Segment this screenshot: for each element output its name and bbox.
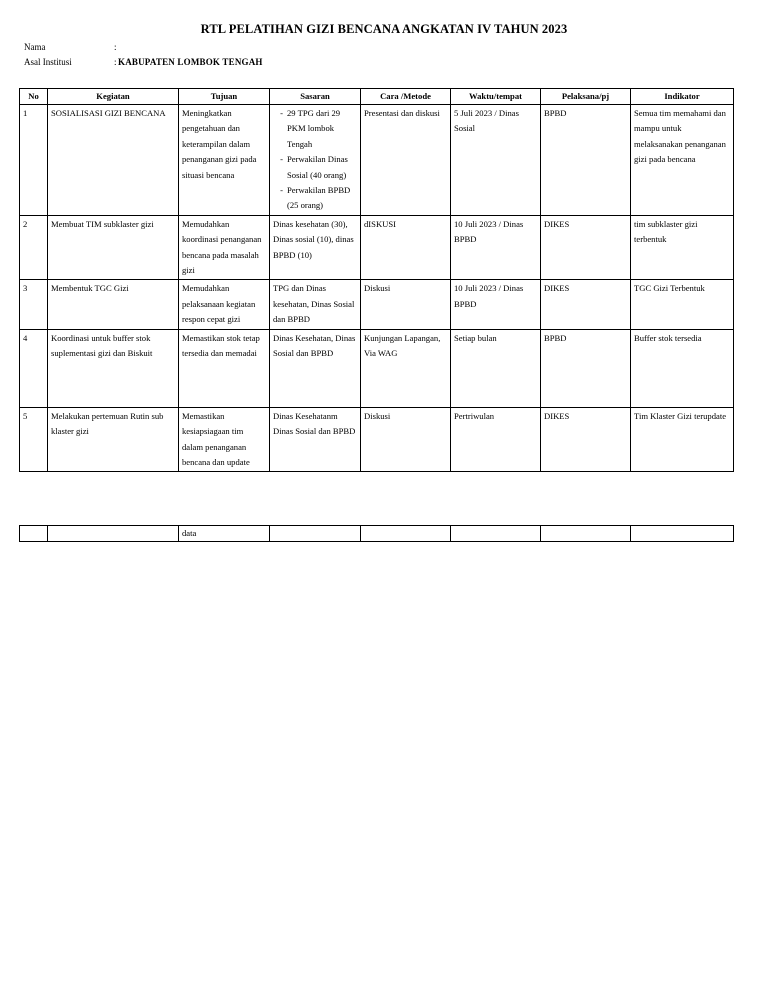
cell-sasaran	[270, 105, 361, 216]
continuation-table	[19, 525, 734, 542]
cell-no: 2	[20, 215, 48, 280]
cell-metode: dISKUSI	[361, 215, 451, 280]
cell-no: 3	[20, 280, 48, 329]
asal-institusi-label: Asal Institusi	[24, 57, 72, 67]
cell-no: 5	[20, 407, 48, 472]
cell-metode: Kunjungan Lapangan, Via WAG	[361, 329, 451, 407]
table-row	[20, 329, 734, 407]
cell-metode: Diskusi	[361, 407, 451, 472]
cell-pelaksana: DIKES	[541, 407, 631, 472]
header-kegiatan: Kegiatan	[48, 89, 179, 105]
sasaran-list-item: - Perwakilan BPBD (25 orang)	[280, 185, 351, 211]
cell-pelaksana	[541, 526, 631, 542]
header-waktu: Waktu/tempat	[451, 89, 541, 105]
nama-separator: :	[114, 42, 117, 52]
asal-institusi-value: KABUPATEN LOMBOK TENGAH	[118, 57, 263, 67]
nama-label: Nama	[24, 42, 46, 52]
cell-kegiatan: SOSIALISASI GIZI BENCANA	[48, 105, 179, 216]
cell-sasaran: TPG dan Dinas kesehatan, Dinas Sosial dan BPBD	[270, 280, 361, 329]
cell-indikator: Tim Klaster Gizi terupdate	[631, 407, 734, 472]
cell-sasaran: Dinas Kesehatan, Dinas Sosial dan BPBD	[270, 329, 361, 407]
table-row	[20, 280, 734, 329]
cell-indikator: tim subklaster gizi terbentuk	[631, 215, 734, 280]
cell-kegiatan: Membuat TIM subklaster gizi	[48, 215, 179, 280]
cell-waktu: 10 Juli 2023 / Dinas BPBD	[451, 280, 541, 329]
cell-sasaran: Dinas Kesehatanm Dinas Sosial dan BPBD	[270, 407, 361, 472]
table-header-row	[20, 89, 734, 105]
cell-waktu: Setiap bulan	[451, 329, 541, 407]
cell-indikator: Buffer stok tersedia	[631, 329, 734, 407]
cell-pelaksana: BPBD	[541, 329, 631, 407]
header-tujuan: Tujuan	[179, 89, 270, 105]
cell-tujuan: Meningkatkan pengetahuan dan keterampilan dalam penanganan gizi pada situasi bencana	[179, 105, 270, 216]
header-pelaksana: Pelaksana/pj	[541, 89, 631, 105]
table-row	[20, 407, 734, 472]
cell-tujuan: Memastikan kesiapsiagaan tim dalam penanganan bencana dan update	[179, 407, 270, 472]
cell-tujuan: data	[179, 526, 270, 542]
cell-tujuan: Memudahkan pelaksanaan kegiatan respon cepat gizi	[179, 280, 270, 329]
rtl-table	[19, 88, 734, 472]
cell-kegiatan: Melakukan pertemuan Rutin sub klaster gizi	[48, 407, 179, 472]
asal-institusi-separator: :	[114, 57, 117, 67]
cell-tujuan: Memudahkan koordinasi penanganan bencana pada masalah gizi	[179, 215, 270, 280]
header-metode: Cara /Metode	[361, 89, 451, 105]
cell-sasaran: Dinas kesehatan (30), Dinas sosial (10), dinas BPBD (10)	[270, 215, 361, 280]
cell-kegiatan: Membentuk TGC Gizi	[48, 280, 179, 329]
cell-pelaksana: DIKES	[541, 280, 631, 329]
cell-no: 4	[20, 329, 48, 407]
cell-tujuan: Memastikan stok tetap tersedia dan memadai	[179, 329, 270, 407]
cell-indikator: TGC Gizi Terbentuk	[631, 280, 734, 329]
header-sasaran: Sasaran	[270, 89, 361, 105]
cell-metode	[361, 526, 451, 542]
cell-metode: Diskusi	[361, 280, 451, 329]
sasaran-list-item: - Perwakilan Dinas Sosial (40 orang)	[280, 154, 348, 180]
header-indikator: Indikator	[631, 89, 734, 105]
header-no: No	[20, 89, 48, 105]
cell-metode: Presentasi dan diskusi	[361, 105, 451, 216]
document-title: RTL PELATIHAN GIZI BENCANA ANGKATAN IV TAHUN 2023	[200, 22, 568, 36]
cell-indikator: Semua tim memahami dan mampu untuk melaksanakan penanganan gizi pada bencana	[631, 105, 734, 216]
cell-waktu: 10 Juli 2023 / Dinas BPBD	[451, 215, 541, 280]
cell-no	[20, 526, 48, 542]
table-row	[20, 215, 734, 280]
cell-pelaksana: DIKES	[541, 215, 631, 280]
table-row	[20, 105, 734, 216]
table-row	[20, 526, 734, 542]
cell-waktu	[451, 526, 541, 542]
cell-pelaksana: BPBD	[541, 105, 631, 216]
sasaran-list-item: - 29 TPG dari 29 PKM lombok Tengah	[280, 108, 341, 149]
cell-no: 1	[20, 105, 48, 216]
cell-sasaran	[270, 526, 361, 542]
cell-kegiatan: Koordinasi untuk buffer stok suplementasi gizi dan Biskuit	[48, 329, 179, 407]
cell-waktu: 5 Juli 2023 / Dinas Sosial	[451, 105, 541, 216]
cell-kegiatan	[48, 526, 179, 542]
cell-indikator	[631, 526, 734, 542]
cell-waktu: Pertriwulan	[451, 407, 541, 472]
